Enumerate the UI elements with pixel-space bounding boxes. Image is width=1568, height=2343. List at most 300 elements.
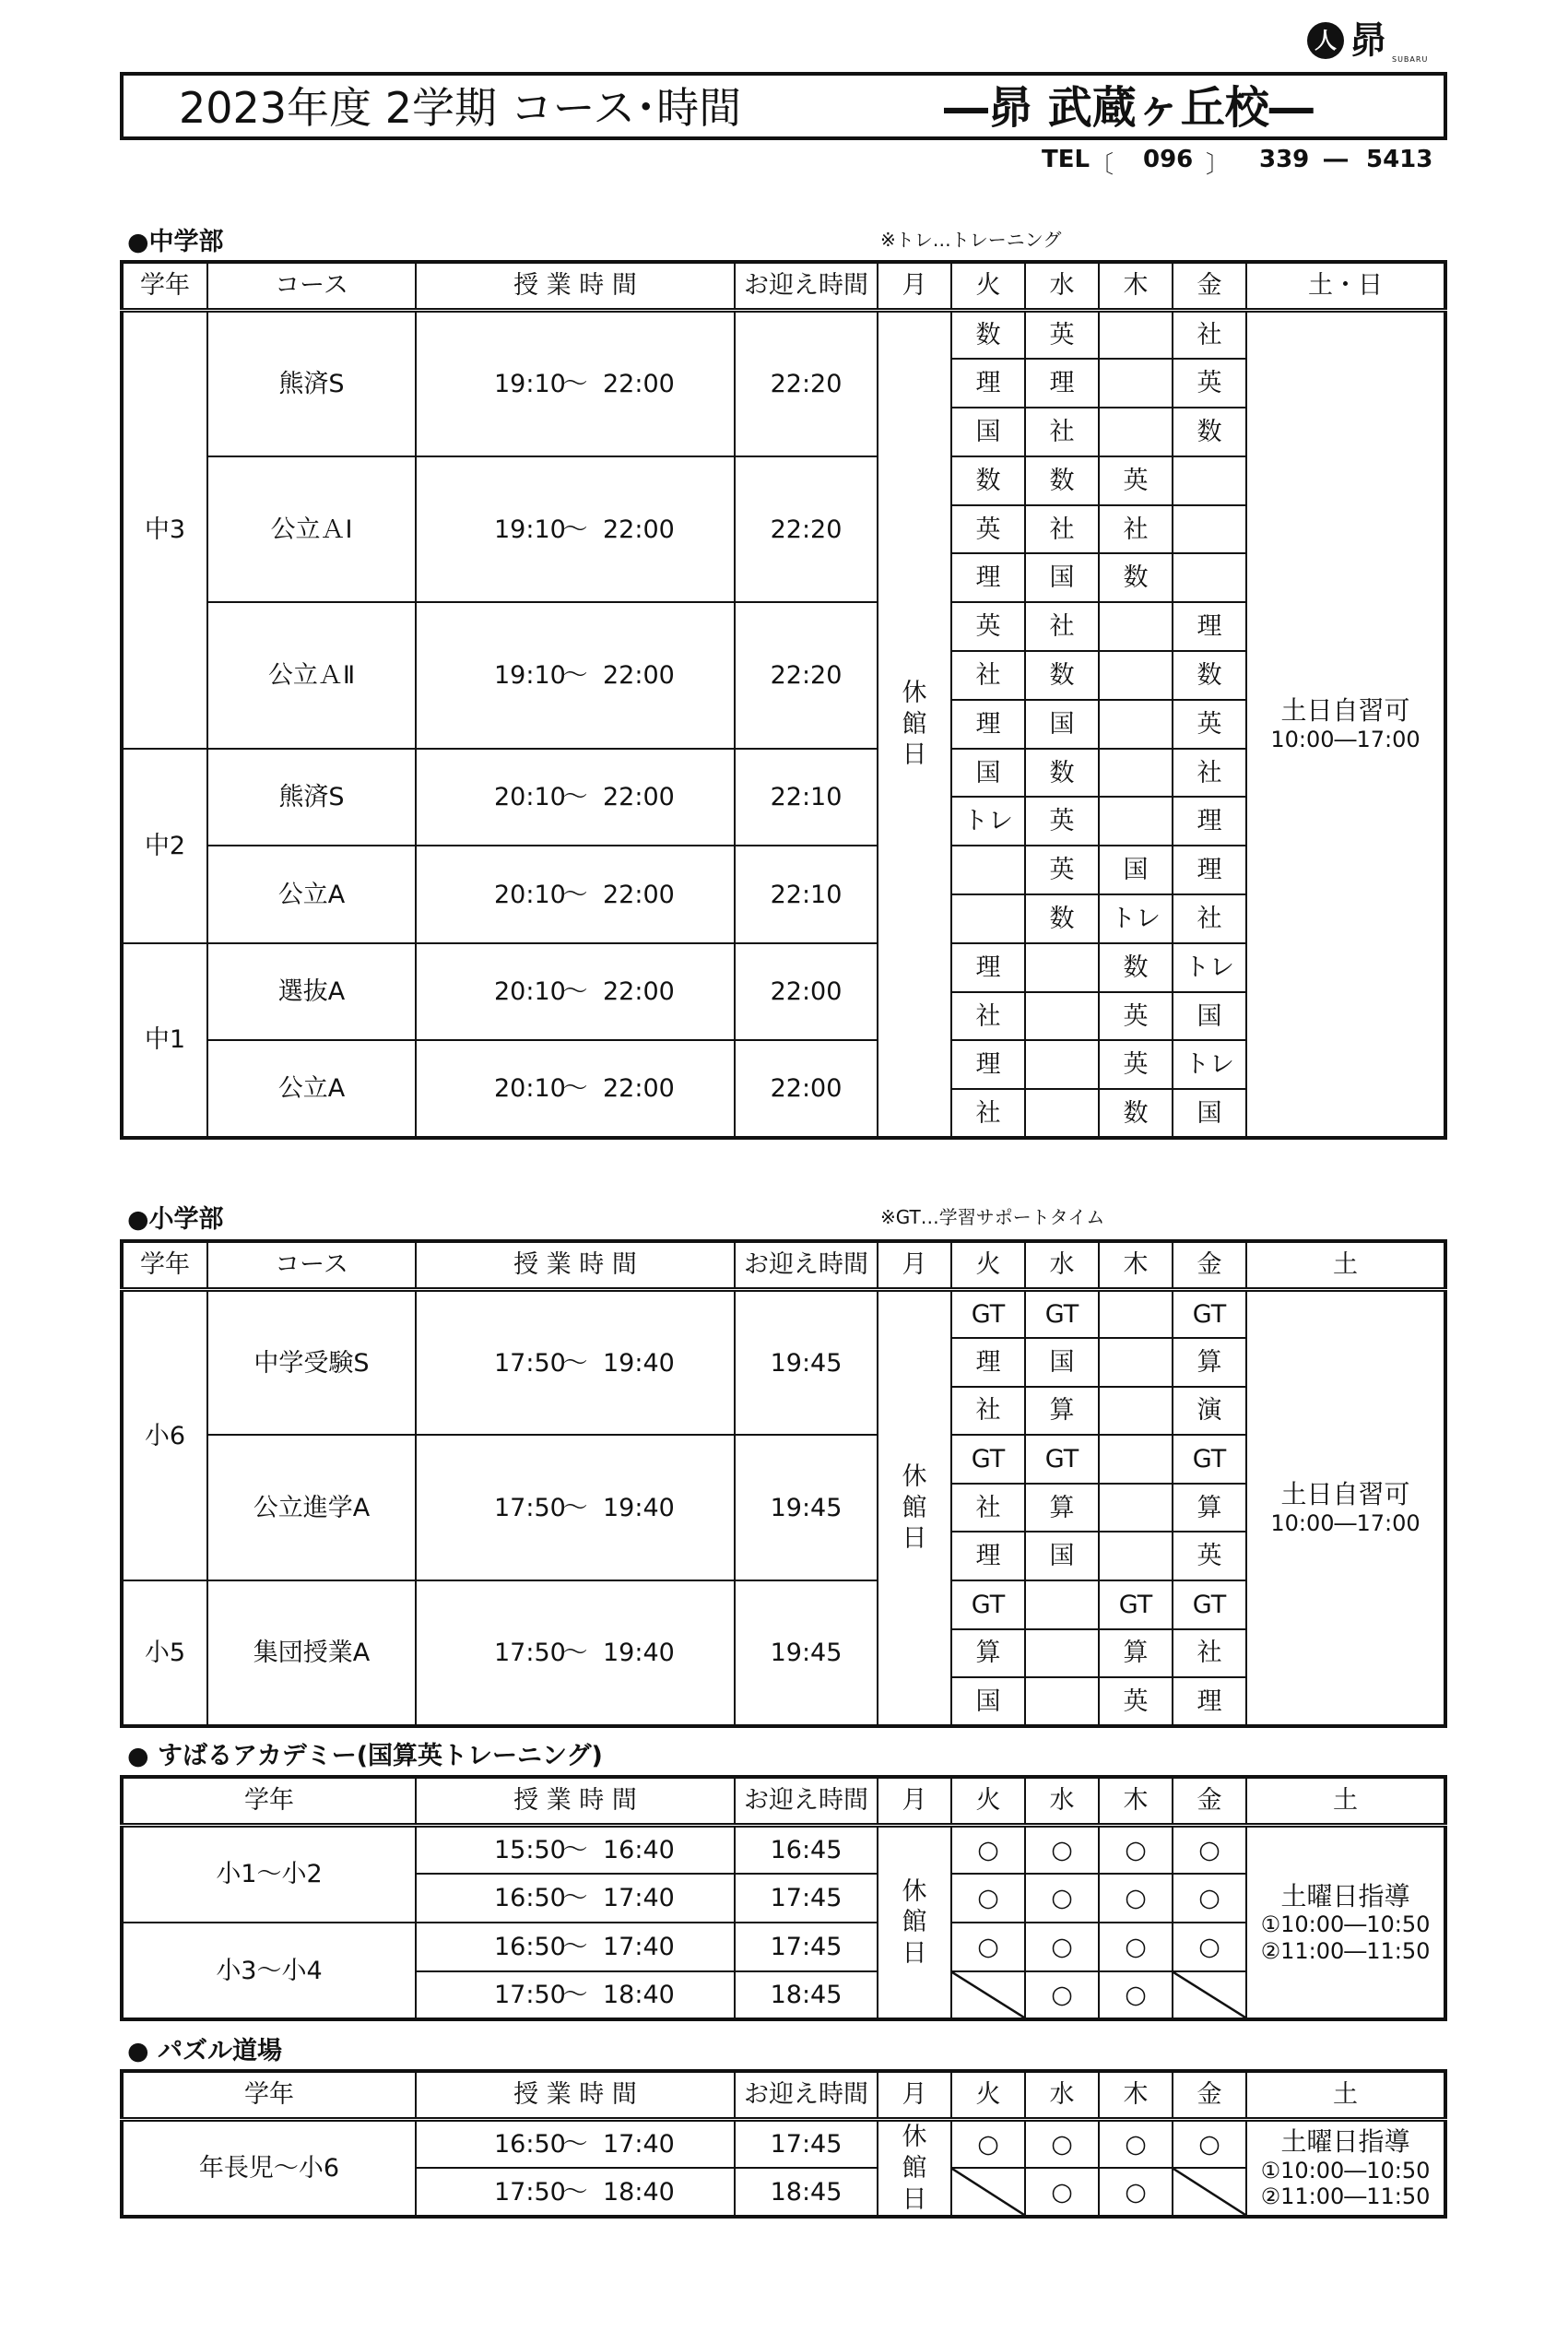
subject-cell	[1099, 700, 1173, 749]
start-time: 16:50	[494, 2130, 566, 2160]
subject-cell: 社	[1025, 408, 1099, 456]
subject-cell: GT	[1025, 1290, 1099, 1339]
class-time	[416, 1580, 735, 1726]
header-wed: 水	[1025, 1241, 1099, 1290]
subject-cell	[1025, 1580, 1099, 1629]
pickup-time: 17:45	[735, 2120, 878, 2169]
subject-cell: 社	[1173, 311, 1246, 360]
subject-cell	[1099, 1290, 1173, 1339]
subject-cell: 理	[951, 943, 1025, 992]
end-time: 17:40	[603, 2130, 675, 2160]
time-separator: ～	[562, 1348, 588, 1378]
table-header-row	[122, 2071, 1445, 2120]
closed-day	[878, 311, 951, 1139]
class-time	[416, 943, 735, 1041]
saturday-slot-2: ②11:00―11:50	[1260, 2183, 1431, 2210]
subject-row	[122, 1290, 1445, 1339]
time-separator: ～	[562, 2177, 588, 2207]
class-time	[416, 749, 735, 846]
class-time	[416, 1971, 735, 2020]
subject-cell: 理	[1173, 1677, 1246, 1726]
pickup-time: 22:00	[735, 1040, 878, 1138]
subject-cell: 国	[951, 749, 1025, 798]
class-held-mark: ○	[951, 1874, 1025, 1923]
end-time: 19:40	[603, 1493, 675, 1522]
class-held-mark: ○	[1099, 2168, 1173, 2217]
end-time: 19:40	[603, 1638, 675, 1667]
puzzle-schedule-table	[120, 2069, 1447, 2219]
academy-schedule-table	[120, 1775, 1447, 2021]
page-title: 2023年度 2学期 コース･時間	[179, 83, 742, 133]
class-time	[416, 456, 735, 602]
subject-cell	[1025, 1677, 1099, 1726]
saturday-slot-1: ①10:00―10:50	[1260, 1911, 1431, 1938]
time-separator: ～	[562, 1932, 588, 1961]
school-logo	[1307, 20, 1436, 65]
subject-cell: GT	[1099, 1580, 1173, 1629]
subject-cell: 算	[1025, 1484, 1099, 1532]
time-separator: ～	[562, 515, 588, 544]
time-separator: ～	[562, 1836, 588, 1865]
elementary-section-title: ●小学部	[127, 1205, 224, 1234]
header-sat: 土	[1246, 1777, 1445, 1826]
subject-cell: 社	[1173, 894, 1246, 943]
start-time: 17:50	[494, 2177, 566, 2207]
subject-cell: 理	[951, 1532, 1025, 1580]
subject-cell: GT	[951, 1580, 1025, 1629]
subject-cell: 社	[951, 1484, 1025, 1532]
table-header-row	[122, 1241, 1445, 1290]
tel-dash: ―	[1324, 146, 1348, 173]
grade-cell: 小6	[122, 1290, 207, 1581]
header-fri: 金	[1173, 1241, 1246, 1290]
subject-cell	[1173, 505, 1246, 554]
grade-cell: 中3	[122, 311, 207, 749]
start-time: 20:10	[494, 977, 566, 1007]
course-name: 熊済S	[207, 311, 416, 456]
subject-cell	[1025, 1089, 1099, 1138]
table-header-row	[122, 1777, 1445, 1826]
subject-cell: 英	[1025, 311, 1099, 360]
closed-day	[878, 2120, 951, 2218]
no-class-cell	[1173, 2168, 1246, 2217]
pickup-time: 22:20	[735, 602, 878, 748]
pickup-time: 18:45	[735, 2168, 878, 2217]
subject-cell: トレ	[951, 797, 1025, 846]
subject-cell: 理	[1025, 359, 1099, 408]
class-held-mark: ○	[1099, 1874, 1173, 1923]
class-held-mark: ○	[951, 2120, 1025, 2169]
class-held-mark: ○	[1173, 1874, 1246, 1923]
subject-cell: 英	[1173, 359, 1246, 408]
class-held-mark: ○	[1025, 2120, 1099, 2169]
subject-cell: 国	[1025, 553, 1099, 602]
subject-cell	[1099, 408, 1173, 456]
closed-day-char: 館	[902, 1908, 927, 1937]
end-time: 18:40	[603, 2177, 675, 2207]
course-name: 集団授業A	[207, 1580, 416, 1726]
no-class-cell	[951, 2168, 1025, 2217]
subject-cell	[1025, 1040, 1099, 1089]
course-name: 公立A	[207, 1040, 416, 1138]
time-slot-row	[122, 2120, 1445, 2169]
closed-day-char: 休	[902, 1461, 927, 1491]
class-time	[416, 846, 735, 943]
class-time	[416, 602, 735, 748]
header-tue: 火	[951, 1241, 1025, 1290]
header-course: コース	[207, 1241, 416, 1290]
class-held-mark: ○	[1173, 2120, 1246, 2169]
end-time: 22:00	[603, 977, 675, 1007]
header-fri: 金	[1173, 2071, 1246, 2120]
self-study-hours: 10:00―17:00	[1270, 1509, 1421, 1536]
subject-cell: トレ	[1099, 894, 1173, 943]
header-mon: 月	[878, 2071, 951, 2120]
class-held-mark: ○	[1099, 1826, 1173, 1875]
tel-label: TEL	[1042, 146, 1091, 173]
start-time: 20:10	[494, 880, 566, 909]
subject-cell	[1173, 553, 1246, 602]
class-time	[416, 1040, 735, 1138]
subject-cell: 社	[951, 1089, 1025, 1138]
subject-cell: 英	[1099, 992, 1173, 1041]
subject-cell: 理	[1173, 797, 1246, 846]
closed-day-char: 休	[902, 678, 927, 707]
saturday-guidance-label: 土曜日指導	[1280, 1880, 1410, 1911]
start-time: 16:50	[494, 1884, 566, 1912]
academy-section-title: ● すばるアカデミー(国算英トレーニング)	[127, 1742, 603, 1770]
subject-cell: 英	[1099, 456, 1173, 505]
start-time: 17:50	[494, 1348, 566, 1378]
subject-cell: 社	[951, 1387, 1025, 1436]
subject-cell: トレ	[1173, 943, 1246, 992]
tel-area: 096	[1143, 146, 1194, 173]
subject-cell: 英	[1025, 797, 1099, 846]
time-separator: ～	[562, 1493, 588, 1522]
start-time: 20:10	[494, 782, 566, 811]
subject-cell: 国	[1173, 1089, 1246, 1138]
subject-cell: 数	[1025, 456, 1099, 505]
subject-cell: 英	[1173, 700, 1246, 749]
elementary-schedule-table	[120, 1239, 1447, 1728]
subject-cell: 算	[1099, 1629, 1173, 1678]
tel-paren-close: 〕	[1206, 151, 1231, 179]
subject-cell: 国	[1025, 700, 1099, 749]
subject-cell: 社	[951, 651, 1025, 700]
subject-cell	[1025, 1629, 1099, 1678]
class-held-mark: ○	[1099, 1971, 1173, 2020]
time-separator: ～	[562, 782, 588, 811]
subject-cell	[1099, 1387, 1173, 1436]
subject-cell: 社	[1173, 1629, 1246, 1678]
class-time	[416, 2168, 735, 2217]
end-time: 22:00	[603, 515, 675, 544]
subject-cell: 数	[1099, 943, 1173, 992]
class-held-mark: ○	[951, 1826, 1025, 1875]
end-time: 17:40	[603, 1932, 675, 1961]
time-separator: ～	[562, 1074, 588, 1104]
elementary-table-body	[122, 1290, 1445, 1726]
elementary-note: ※GT…学習サポートタイム	[880, 1206, 1105, 1228]
subject-cell: 理	[951, 553, 1025, 602]
subject-cell: 社	[1173, 749, 1246, 798]
header-thu: 木	[1099, 1241, 1173, 1290]
subject-cell: GT	[951, 1435, 1025, 1484]
junior-table-body	[122, 311, 1445, 1139]
subject-cell: 理	[951, 1040, 1025, 1089]
header-time: 授 業 時 間	[416, 2071, 735, 2120]
subject-cell	[1099, 651, 1173, 700]
grade-group: 年長児～小6	[122, 2120, 416, 2218]
subject-cell: トレ	[1173, 1040, 1246, 1089]
time-separator: ～	[562, 880, 588, 909]
header-course: コース	[207, 262, 416, 311]
class-held-mark: ○	[1099, 2120, 1173, 2169]
subject-cell	[951, 894, 1025, 943]
subject-cell	[1099, 1435, 1173, 1484]
header-fri: 金	[1173, 1777, 1246, 1826]
header-sat: 土	[1246, 2071, 1445, 2120]
subject-cell: 英	[951, 505, 1025, 554]
header-fri: 金	[1173, 262, 1246, 311]
time-separator: ～	[562, 1638, 588, 1667]
header-weekend: 土・日	[1246, 262, 1445, 311]
grade-cell: 中2	[122, 749, 207, 943]
end-time: 22:00	[603, 782, 675, 811]
pickup-time: 18:45	[735, 1971, 878, 2020]
time-separator: ～	[562, 1980, 588, 2009]
subject-cell: 算	[951, 1629, 1025, 1678]
saturday-guidance	[1246, 2120, 1445, 2218]
subject-cell	[1099, 311, 1173, 360]
header-thu: 木	[1099, 1777, 1173, 1826]
subject-cell: 数	[1025, 894, 1099, 943]
header-tue: 火	[951, 262, 1025, 311]
tel-paren-open: 〔	[1090, 151, 1114, 179]
start-time: 17:50	[494, 1638, 566, 1667]
subject-cell	[951, 846, 1025, 894]
pickup-time: 19:45	[735, 1580, 878, 1726]
header-time: 授 業 時 間	[416, 262, 735, 311]
subject-cell: 算	[1025, 1387, 1099, 1436]
subject-cell: 数	[1099, 1089, 1173, 1138]
closed-day-char: 日	[902, 2184, 927, 2214]
end-time: 16:40	[603, 1836, 675, 1865]
header-grade: 学年	[122, 1241, 207, 1290]
header-tue: 火	[951, 1777, 1025, 1826]
table-header-row	[122, 262, 1445, 311]
subject-cell: 演	[1173, 1387, 1246, 1436]
subject-cell: 国	[1173, 992, 1246, 1041]
class-time	[416, 1826, 735, 1875]
header-thu: 木	[1099, 262, 1173, 311]
subject-cell: 数	[951, 311, 1025, 360]
saturday-slot-1: ①10:00―10:50	[1260, 2157, 1431, 2183]
pickup-time: 19:45	[735, 1290, 878, 1436]
start-time: 19:10	[494, 515, 566, 544]
subject-cell: 英	[1025, 846, 1099, 894]
closed-day	[878, 1826, 951, 2020]
course-name: 公立ＡⅠ	[207, 456, 416, 602]
header-grade: 学年	[122, 2071, 416, 2120]
pickup-time: 16:45	[735, 1826, 878, 1875]
subject-cell	[1025, 943, 1099, 992]
header-tue: 火	[951, 2071, 1025, 2120]
self-study-label: 土日自習可	[1280, 695, 1410, 727]
subject-cell: GT	[1173, 1580, 1246, 1629]
subject-cell: 英	[1099, 1677, 1173, 1726]
class-held-mark: ○	[1025, 1923, 1099, 1971]
header-wed: 水	[1025, 262, 1099, 311]
logo-text: 昴	[1350, 19, 1386, 62]
pickup-time: 22:10	[735, 846, 878, 943]
closed-day-char: 館	[902, 1493, 927, 1522]
closed-day-char: 日	[902, 1524, 927, 1554]
closed-day-char: 館	[902, 2153, 927, 2183]
grade-group: 小3～小4	[122, 1923, 416, 2019]
subject-cell: 理	[1173, 846, 1246, 894]
subject-cell: 国	[951, 1677, 1025, 1726]
end-time: 22:00	[603, 1074, 675, 1104]
logo-subtext: SUBARU	[1392, 55, 1429, 64]
subject-cell: GT	[951, 1290, 1025, 1339]
header-time: 授 業 時 間	[416, 1777, 735, 1826]
closed-day-char: 休	[902, 1876, 927, 1906]
subject-cell: 理	[951, 1338, 1025, 1387]
class-held-mark: ○	[1025, 1874, 1099, 1923]
subject-cell	[1025, 992, 1099, 1041]
start-time: 19:10	[494, 660, 566, 690]
self-study-note	[1246, 311, 1445, 1139]
closed-day-char: 日	[902, 740, 927, 770]
subject-cell: 社	[1099, 505, 1173, 554]
header-thu: 木	[1099, 2071, 1173, 2120]
class-held-mark: ○	[1173, 1923, 1246, 1971]
subject-cell: GT	[1025, 1435, 1099, 1484]
junior-schedule-table	[120, 260, 1447, 1140]
logo-mark-icon: 人	[1307, 22, 1344, 59]
subject-cell: 理	[951, 359, 1025, 408]
saturday-guidance	[1246, 1826, 1445, 2020]
class-time	[416, 1874, 735, 1923]
puzzle-table-body	[122, 2120, 1445, 2218]
subject-row	[122, 311, 1445, 360]
header-pickup: お迎え時間	[735, 1241, 878, 1290]
class-time	[416, 1923, 735, 1971]
subject-cell: 理	[951, 700, 1025, 749]
subject-cell: 数	[1173, 408, 1246, 456]
subject-cell: 数	[1099, 553, 1173, 602]
closed-day	[878, 1290, 951, 1726]
end-time: 22:00	[603, 880, 675, 909]
time-slot-row	[122, 1826, 1445, 1875]
header-grade: 学年	[122, 1777, 416, 1826]
subject-cell	[1099, 1338, 1173, 1387]
subject-cell: 数	[1173, 651, 1246, 700]
course-name: 熊済S	[207, 749, 416, 846]
self-study-note	[1246, 1290, 1445, 1726]
subject-cell	[1173, 456, 1246, 505]
pickup-time: 22:20	[735, 456, 878, 602]
pickup-time: 22:10	[735, 749, 878, 846]
class-held-mark: ○	[1025, 1971, 1099, 2020]
header-pickup: お迎え時間	[735, 2071, 878, 2120]
school-name: ―昴 武蔵ヶ丘校―	[944, 82, 1314, 134]
subject-cell: GT	[1173, 1435, 1246, 1484]
course-name: 公立進学A	[207, 1435, 416, 1580]
no-class-cell	[951, 1971, 1025, 2020]
grade-cell: 小5	[122, 1580, 207, 1726]
time-separator: ～	[562, 2130, 588, 2160]
tel-local: 339	[1259, 146, 1310, 173]
class-held-mark: ○	[1099, 1923, 1173, 1971]
subject-cell: 数	[1025, 651, 1099, 700]
subject-cell: 英	[951, 602, 1025, 651]
header-pickup: お迎え時間	[735, 262, 878, 311]
tel-number: 5413	[1366, 146, 1433, 173]
class-time	[416, 1435, 735, 1580]
subject-cell: 社	[1025, 505, 1099, 554]
title-box	[120, 72, 1447, 140]
end-time: 17:40	[603, 1884, 675, 1912]
header-sat: 土	[1246, 1241, 1445, 1290]
subject-cell: GT	[1173, 1290, 1246, 1339]
class-held-mark: ○	[1025, 2168, 1099, 2217]
closed-day-char: 館	[902, 709, 927, 739]
puzzle-section-title: ● パズル道場	[127, 2037, 282, 2065]
time-separator: ～	[562, 977, 588, 1007]
closed-day-char: 休	[902, 2123, 927, 2151]
subject-cell	[1099, 749, 1173, 798]
start-time: 15:50	[494, 1836, 566, 1865]
subject-cell	[1099, 1532, 1173, 1580]
subject-cell: 国	[1025, 1338, 1099, 1387]
closed-day-char: 日	[902, 1939, 927, 1968]
header-grade: 学年	[122, 262, 207, 311]
time-separator: ～	[562, 1884, 588, 1912]
header-time: 授 業 時 間	[416, 1241, 735, 1290]
course-name: 公立ＡⅡ	[207, 602, 416, 748]
subject-cell: 数	[951, 456, 1025, 505]
academy-table-body	[122, 1826, 1445, 2020]
no-class-cell	[1173, 1971, 1246, 2020]
subject-cell: 算	[1173, 1338, 1246, 1387]
start-time: 20:10	[494, 1074, 566, 1104]
end-time: 22:00	[603, 660, 675, 690]
class-time	[416, 311, 735, 456]
pickup-time: 22:00	[735, 943, 878, 1041]
time-separator: ～	[562, 369, 588, 398]
self-study-hours: 10:00―17:00	[1270, 726, 1421, 752]
class-time	[416, 1290, 735, 1436]
end-time: 22:00	[603, 369, 675, 398]
pickup-time: 17:45	[735, 1874, 878, 1923]
course-name: 中学受験S	[207, 1290, 416, 1436]
subject-cell: 数	[1025, 749, 1099, 798]
pickup-time: 19:45	[735, 1435, 878, 1580]
grade-cell: 中1	[122, 943, 207, 1138]
subject-cell	[1099, 359, 1173, 408]
junior-note: ※トレ…トレーニング	[880, 229, 1062, 251]
subject-cell: 国	[1099, 846, 1173, 894]
saturday-slot-2: ②11:00―11:50	[1260, 1937, 1431, 1964]
header-mon: 月	[878, 1777, 951, 1826]
header-mon: 月	[878, 1241, 951, 1290]
grade-group: 小1～小2	[122, 1826, 416, 1923]
course-name: 選抜A	[207, 943, 416, 1041]
class-held-mark: ○	[951, 1923, 1025, 1971]
pickup-time: 17:45	[735, 1923, 878, 1971]
